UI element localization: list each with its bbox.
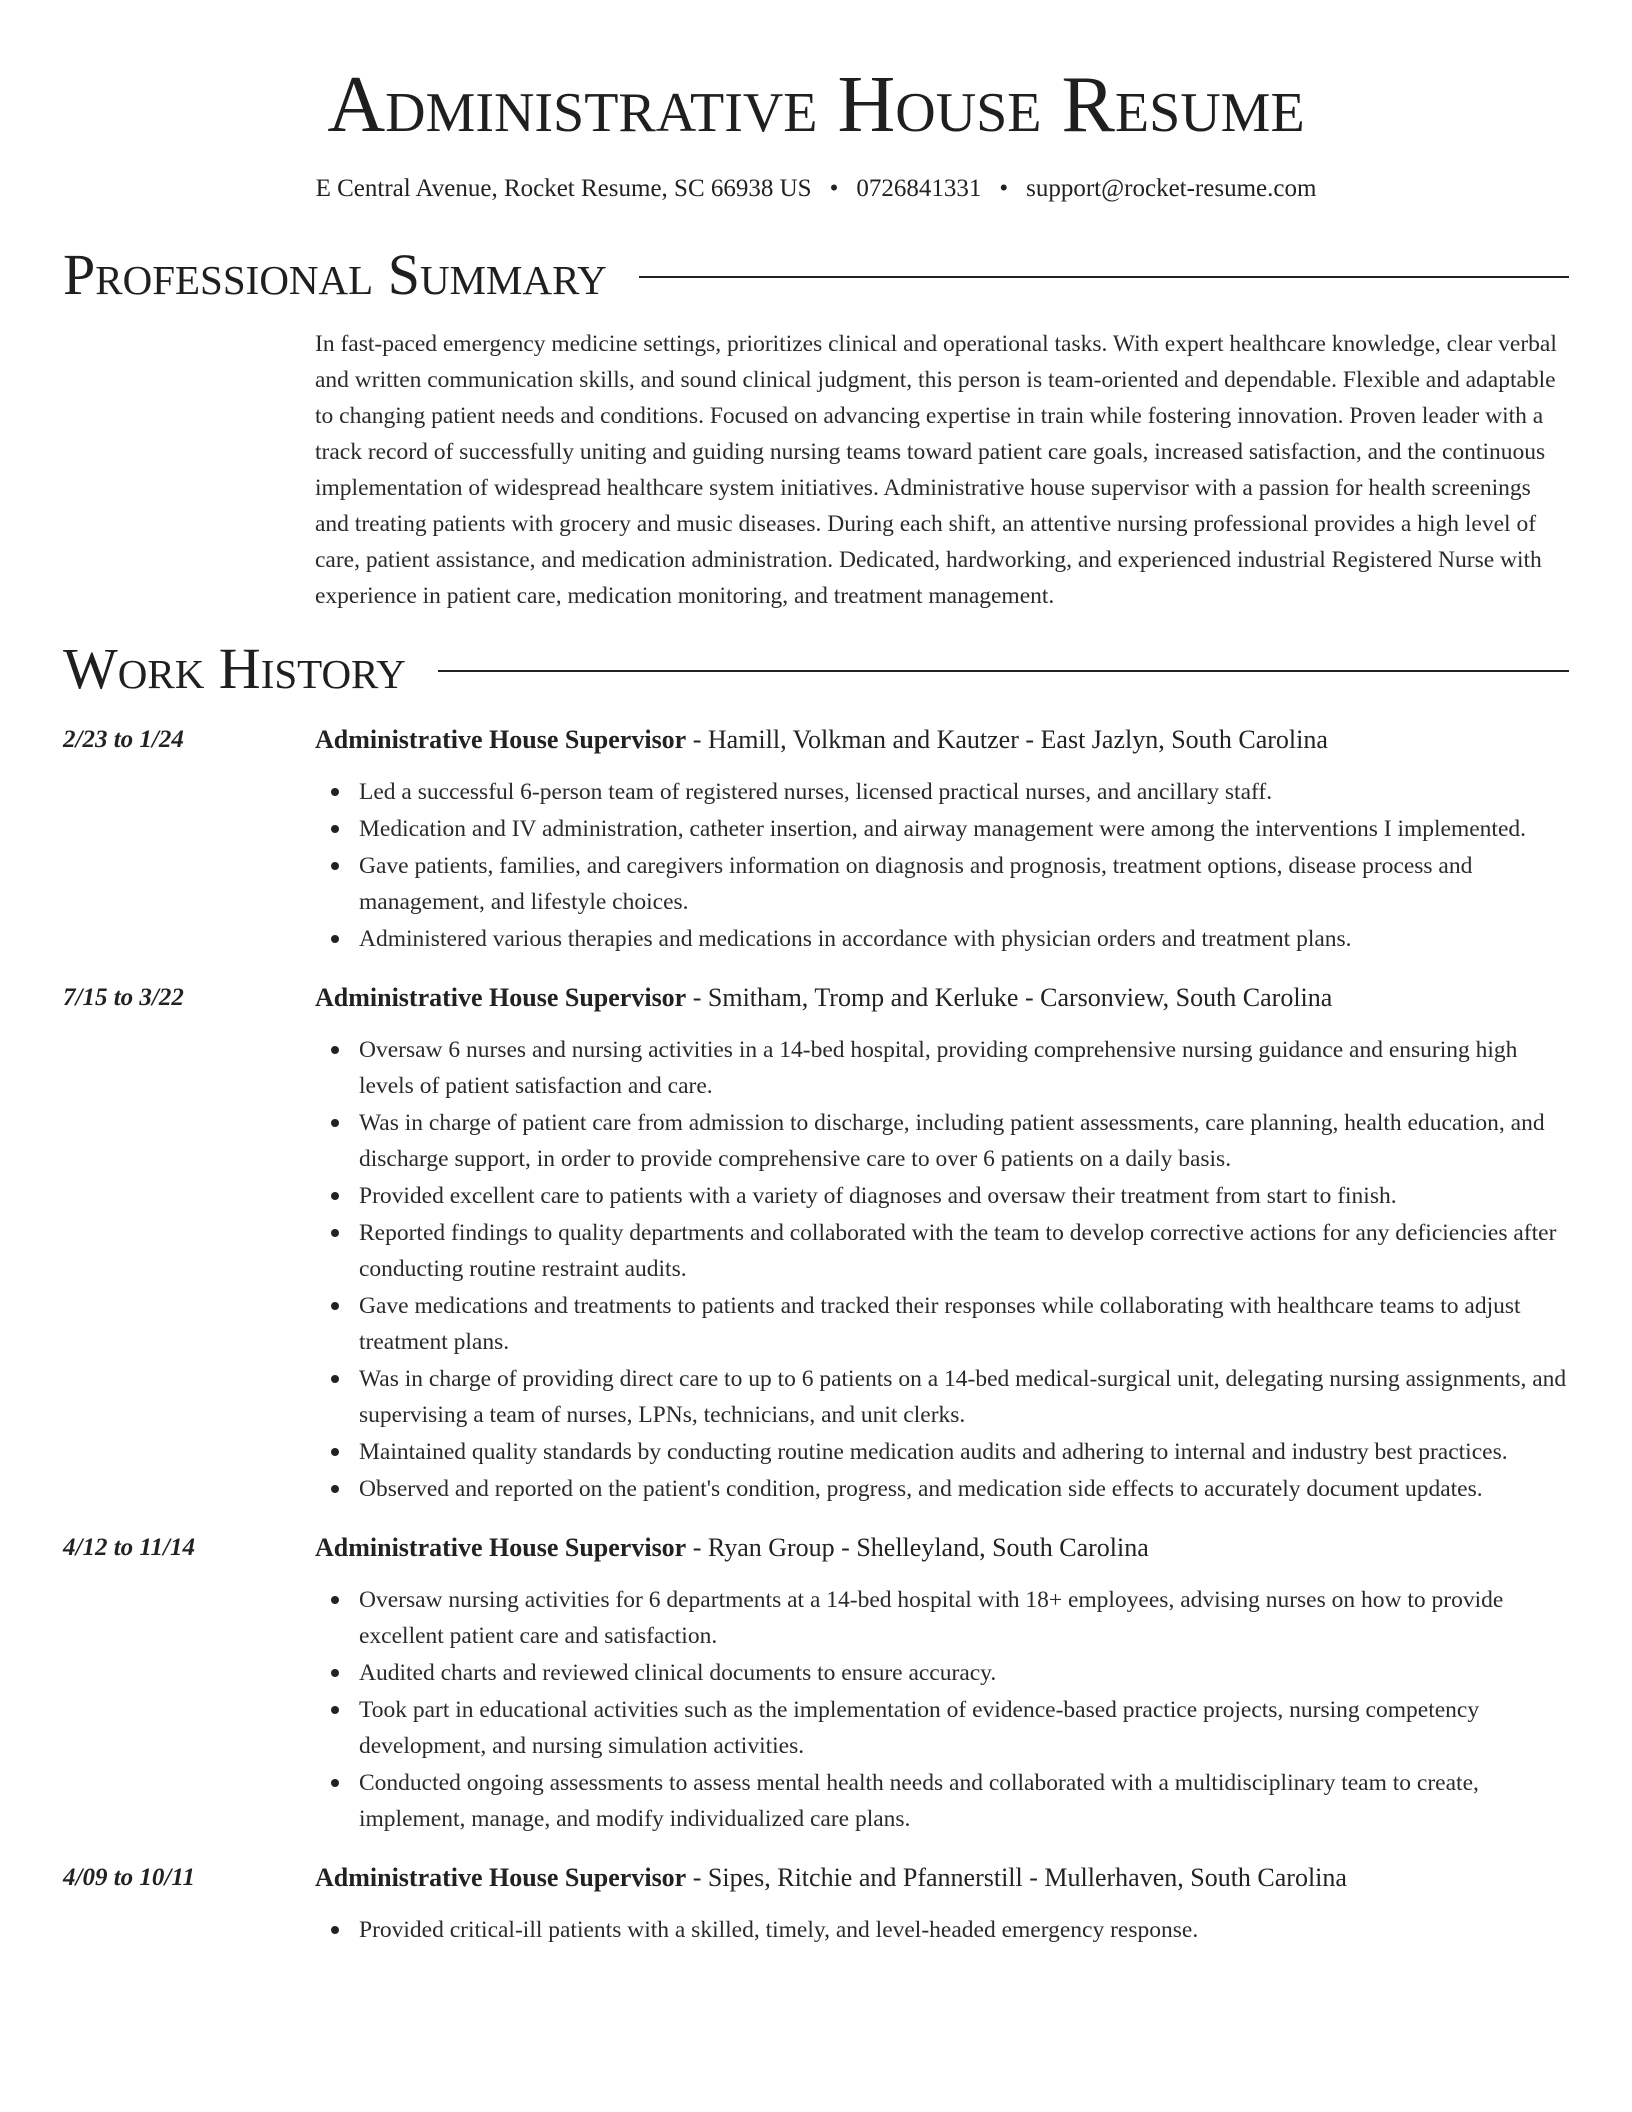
work-heading: Work History: [63, 636, 406, 701]
contact-email: support@rocket-resume.com: [1026, 175, 1317, 202]
job-entry: [63, 980, 1569, 1508]
job-bullet-text: Maintained quality standards by conducting routine medication audits and adhering to internal and industry best practices.: [359, 1439, 1508, 1465]
work-section-heading: [63, 636, 1569, 702]
contact-separator: •: [999, 175, 1009, 202]
job-bullet-item: [315, 1655, 1569, 1691]
job-bullet-text: Conducted ongoing assessments to assess mental health needs and collaborated with a multidisciplinary team to create, implement, manage, and modify individualized care plans.: [359, 1770, 1479, 1832]
job-body: [315, 1530, 1569, 1838]
job-bullet-item: [315, 1434, 1569, 1470]
job-bullet-list: [315, 1582, 1569, 1837]
job-bullet-item: [315, 1215, 1569, 1287]
job-bullet-item: [315, 1178, 1569, 1214]
job-bullet-text: Oversaw nursing activities for 6 departments at a 14-bed hospital with 18+ employees, advising nurses on how to provide excellent patient care and satisfaction.: [359, 1587, 1504, 1649]
job-bullet-text: Oversaw 6 nurses and nursing activities in a 14-bed hospital, providing comprehensive nursing guidance and ensuring high levels of patient satisfaction and care.: [359, 1037, 1518, 1099]
job-bullet-text: Provided excellent care to patients with a variety of diagnoses and oversaw their treatment from start to finish.: [359, 1183, 1397, 1209]
job-bullet-list: [315, 1912, 1569, 1948]
job-bullet-text: Audited charts and reviewed clinical documents to ensure accuracy.: [359, 1660, 997, 1686]
bullet-dot-icon: [331, 1448, 339, 1456]
contact-address: E Central Avenue, Rocket Resume, SC 66938 US: [315, 175, 812, 202]
job-body: [315, 980, 1569, 1508]
job-role: Administrative House Supervisor: [315, 1533, 687, 1562]
job-bullet-item: [315, 1471, 1569, 1507]
job-bullet-text: Reported findings to quality departments and collaborated with the team to develop corrective actions for any deficiencies after conducting routine restraint audits.: [359, 1220, 1557, 1282]
bullet-dot-icon: [331, 1779, 339, 1787]
job-role: Administrative House Supervisor: [315, 983, 687, 1012]
bullet-dot-icon: [331, 1119, 339, 1127]
job-header: [315, 1860, 1569, 1896]
job-bullet-text: Led a successful 6-person team of registered nurses, licensed practical nurses, and ancillary staff.: [359, 779, 1273, 805]
bullet-dot-icon: [331, 1485, 339, 1493]
contact-phone: 0726841331: [856, 175, 982, 202]
summary-text: In fast-paced emergency medicine settings, prioritizes clinical and operational tasks. With expert healthcare knowledge, clear verbal and written communication skills, and sound clinical judgment, this person is team-oriented and dependable. Flexible and adaptable to changing patient needs and conditions. Focused on advancing expertise in train while fostering innovation. Proven leader with a track record of successfully uniting and guiding nursing teams toward patient care goals, increased satisfaction, and the continuous implementation of widespread healthcare system initiatives. Administrative house supervisor with a passion for health screenings and treating patients with grocery and music diseases. During each shift, an attentive nursing professional provides a high level of care, patient assistance, and medication administration. Dedicated, hardworking, and experienced industrial Registered Nurse with experience in patient care, medication monitoring, and treatment management.: [315, 331, 1557, 609]
bullet-dot-icon: [331, 1706, 339, 1714]
job-header: [315, 722, 1569, 758]
job-dates: 4/09 to 10/11: [63, 1864, 195, 1891]
bullet-dot-icon: [331, 1192, 339, 1200]
job-bullet-text: Medication and IV administration, catheter insertion, and airway management were among the interventions I implemented.: [359, 816, 1527, 842]
job-employer-location: - Smitham, Tromp and Kerluke - Carsonview, South Carolina: [686, 983, 1333, 1012]
job-bullet-text: Provided critical-ill patients with a skilled, timely, and level-headed emergency response.: [359, 1917, 1199, 1943]
section-divider: [438, 670, 1569, 672]
work-history-list: [63, 722, 1569, 1949]
bullet-dot-icon: [331, 1926, 339, 1934]
job-bullet-list: [315, 1032, 1569, 1507]
bullet-dot-icon: [331, 1375, 339, 1383]
job-entry: [63, 1860, 1569, 1949]
job-employer-location: - Sipes, Ritchie and Pfannerstill - Mullerhaven, South Carolina: [686, 1863, 1347, 1892]
job-bullet-text: Gave patients, families, and caregivers information on diagnosis and prognosis, treatment options, disease process and management, and lifestyle choices.: [359, 853, 1473, 915]
summary-heading: Professional Summary: [63, 242, 607, 307]
job-bullet-item: [315, 1288, 1569, 1360]
bullet-dot-icon: [331, 1596, 339, 1604]
job-entry: [63, 722, 1569, 958]
job-bullet-item: [315, 1582, 1569, 1654]
bullet-dot-icon: [331, 1669, 339, 1677]
job-role: Administrative House Supervisor: [315, 1863, 687, 1892]
job-bullet-item: [315, 1032, 1569, 1104]
job-bullet-text: Gave medications and treatments to patients and tracked their responses while collaborating with healthcare teams to adjust treatment plans.: [359, 1293, 1521, 1355]
job-bullet-item: [315, 1105, 1569, 1177]
resume-page: [63, 0, 1569, 1949]
bullet-dot-icon: [331, 1302, 339, 1310]
job-dates: 7/15 to 3/22: [63, 984, 184, 1011]
job-bullet-item: [315, 1765, 1569, 1837]
job-employer-location: - Hamill, Volkman and Kautzer - East Jazlyn, South Carolina: [686, 725, 1328, 754]
job-bullet-list: [315, 774, 1569, 957]
bullet-dot-icon: [331, 862, 339, 870]
job-bullet-text: Took part in educational activities such as the implementation of evidence-based practice projects, nursing competency development, and nursing simulation activities.: [359, 1697, 1480, 1759]
bullet-dot-icon: [331, 788, 339, 796]
job-body: [315, 722, 1569, 958]
job-bullet-item: [315, 811, 1569, 847]
contact-line: [63, 172, 1569, 206]
section-divider: [639, 276, 1569, 278]
bullet-dot-icon: [331, 825, 339, 833]
bullet-dot-icon: [331, 1046, 339, 1054]
bullet-dot-icon: [331, 1229, 339, 1237]
job-bullet-text: Observed and reported on the patient's condition, progress, and medication side effects to accurately document updates.: [359, 1476, 1483, 1502]
job-header: [315, 1530, 1569, 1566]
job-entry: [63, 1530, 1569, 1838]
job-bullet-item: [315, 1361, 1569, 1433]
job-bullet-item: [315, 1912, 1569, 1948]
summary-section-heading: [63, 242, 1569, 308]
job-bullet-text: Was in charge of patient care from admission to discharge, including patient assessments, care planning, health education, and discharge support, in order to provide comprehensive care to over 6 patients on a daily basis.: [359, 1110, 1545, 1172]
job-bullet-item: [315, 774, 1569, 810]
resume-title: Administrative House Resume: [327, 61, 1305, 149]
job-dates: 4/12 to 11/14: [63, 1534, 195, 1561]
bullet-dot-icon: [331, 935, 339, 943]
job-bullet-item: [315, 921, 1569, 957]
job-dates: 2/23 to 1/24: [63, 726, 184, 753]
job-body: [315, 1860, 1569, 1949]
job-employer-location: - Ryan Group - Shelleyland, South Carolina: [686, 1533, 1149, 1562]
job-role: Administrative House Supervisor: [315, 725, 687, 754]
job-bullet-text: Was in charge of providing direct care to up to 6 patients on a 14-bed medical-surgical unit, delegating nursing assignments, and supervising a team of nurses, LPNs, technicians, and unit clerks.: [359, 1366, 1567, 1428]
job-bullet-item: [315, 1692, 1569, 1764]
contact-separator: •: [829, 175, 839, 202]
job-bullet-item: [315, 848, 1569, 920]
job-header: [315, 980, 1569, 1016]
job-bullet-text: Administered various therapies and medications in accordance with physician orders and treatment plans.: [359, 926, 1352, 952]
